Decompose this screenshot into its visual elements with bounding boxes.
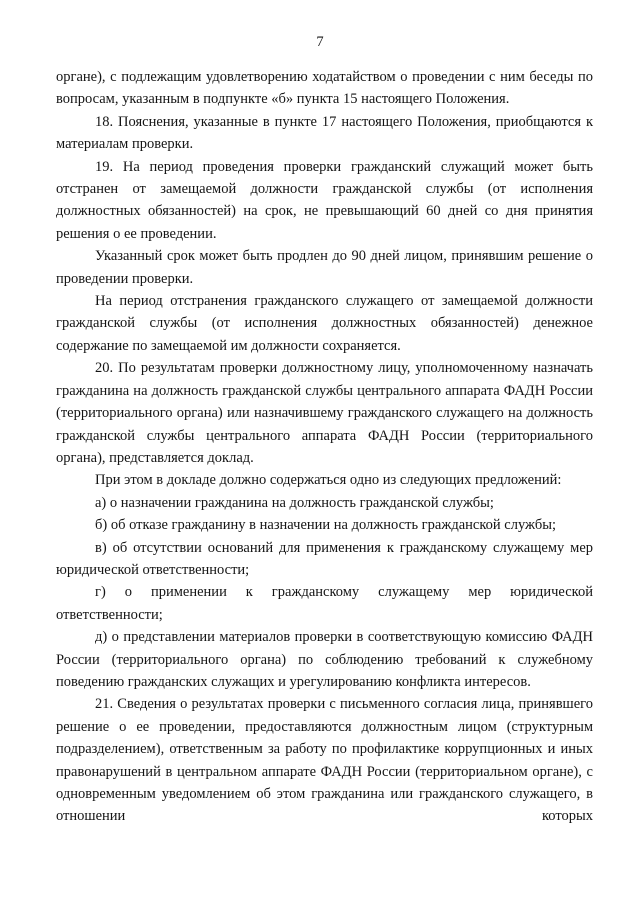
paragraph-salary-retained: На период отстранения гражданского служащего от замещаемой должности гражданской службы (от исполнения должностных обязанностей) денежное содержание по замещаемой им должности сохраняется.: [56, 293, 593, 354]
page-number: 7: [316, 34, 324, 50]
list-item-v: в) об отсутствии оснований для применения к гражданскому служащему мер юридической ответственности;: [56, 539, 593, 578]
paragraph-item-18: 18. Пояснения, указанные в пункте 17 настоящего Положения, приобщаются к материалам проверки.: [56, 113, 593, 153]
paragraph-report-proposals: При этом в докладе должно содержаться одно из следующих предложений:: [95, 472, 562, 489]
paragraph-term-extension: Указанный срок может быть продлен до 90 дней лицом, принявшим решение о проведении проверки.: [56, 248, 593, 287]
list-item-b: б) об отказе гражданину в назначении на должность гражданской службы;: [95, 517, 556, 534]
paragraph-item-20: 20. По результатам проверки должностному лицу, уполномоченному назначать гражданина на должность гражданской службы центрального аппарата ФАДН России (территориального органа) или назначившему гражданского служащего на должность гражданской службы центрального аппарата ФАДН России (территориального органа), представляется доклад.: [56, 360, 593, 466]
list-item-g: г) о применении к гражданскому служащему мер юридической ответственности;: [56, 584, 593, 623]
document-body: [56, 66, 593, 828]
paragraph-item-21: 21. Сведения о результатах проверки с письменного согласия лица, принявшего решение о ее проведении, предоставляются должностным лицом (структурным подразделением), ответственным за работу по профилактике коррупционных и иных правонарушений в центральном аппарате ФАДН России (территориальном органе), с одновременным уведомлением об этом гражданина или гражданского служащего, в отношении которых: [56, 696, 593, 825]
list-item-a: а) о назначении гражданина на должность гражданской службы;: [95, 494, 494, 511]
paragraph-item-19: 19. На период проведения проверки гражданский служащий может быть отстранен от замещаемой должности гражданской службы (от исполнения должностных обязанностей) на срок, не превышающий 60 дней со дня принятия решения о ее проведении.: [56, 158, 593, 242]
list-item-d: д) о представлении материалов проверки в соответствующую комиссию ФАДН России (территориального органа) по соблюдению требований к служебному поведению гражданских служащих и урегулированию конфликта интересов.: [56, 629, 593, 690]
paragraph-continuation: органе), с подлежащим удовлетворению ходатайством о проведении с ним беседы по вопросам, указанным в подпункте «б» пункта 15 настоящего Положения.: [56, 69, 593, 108]
